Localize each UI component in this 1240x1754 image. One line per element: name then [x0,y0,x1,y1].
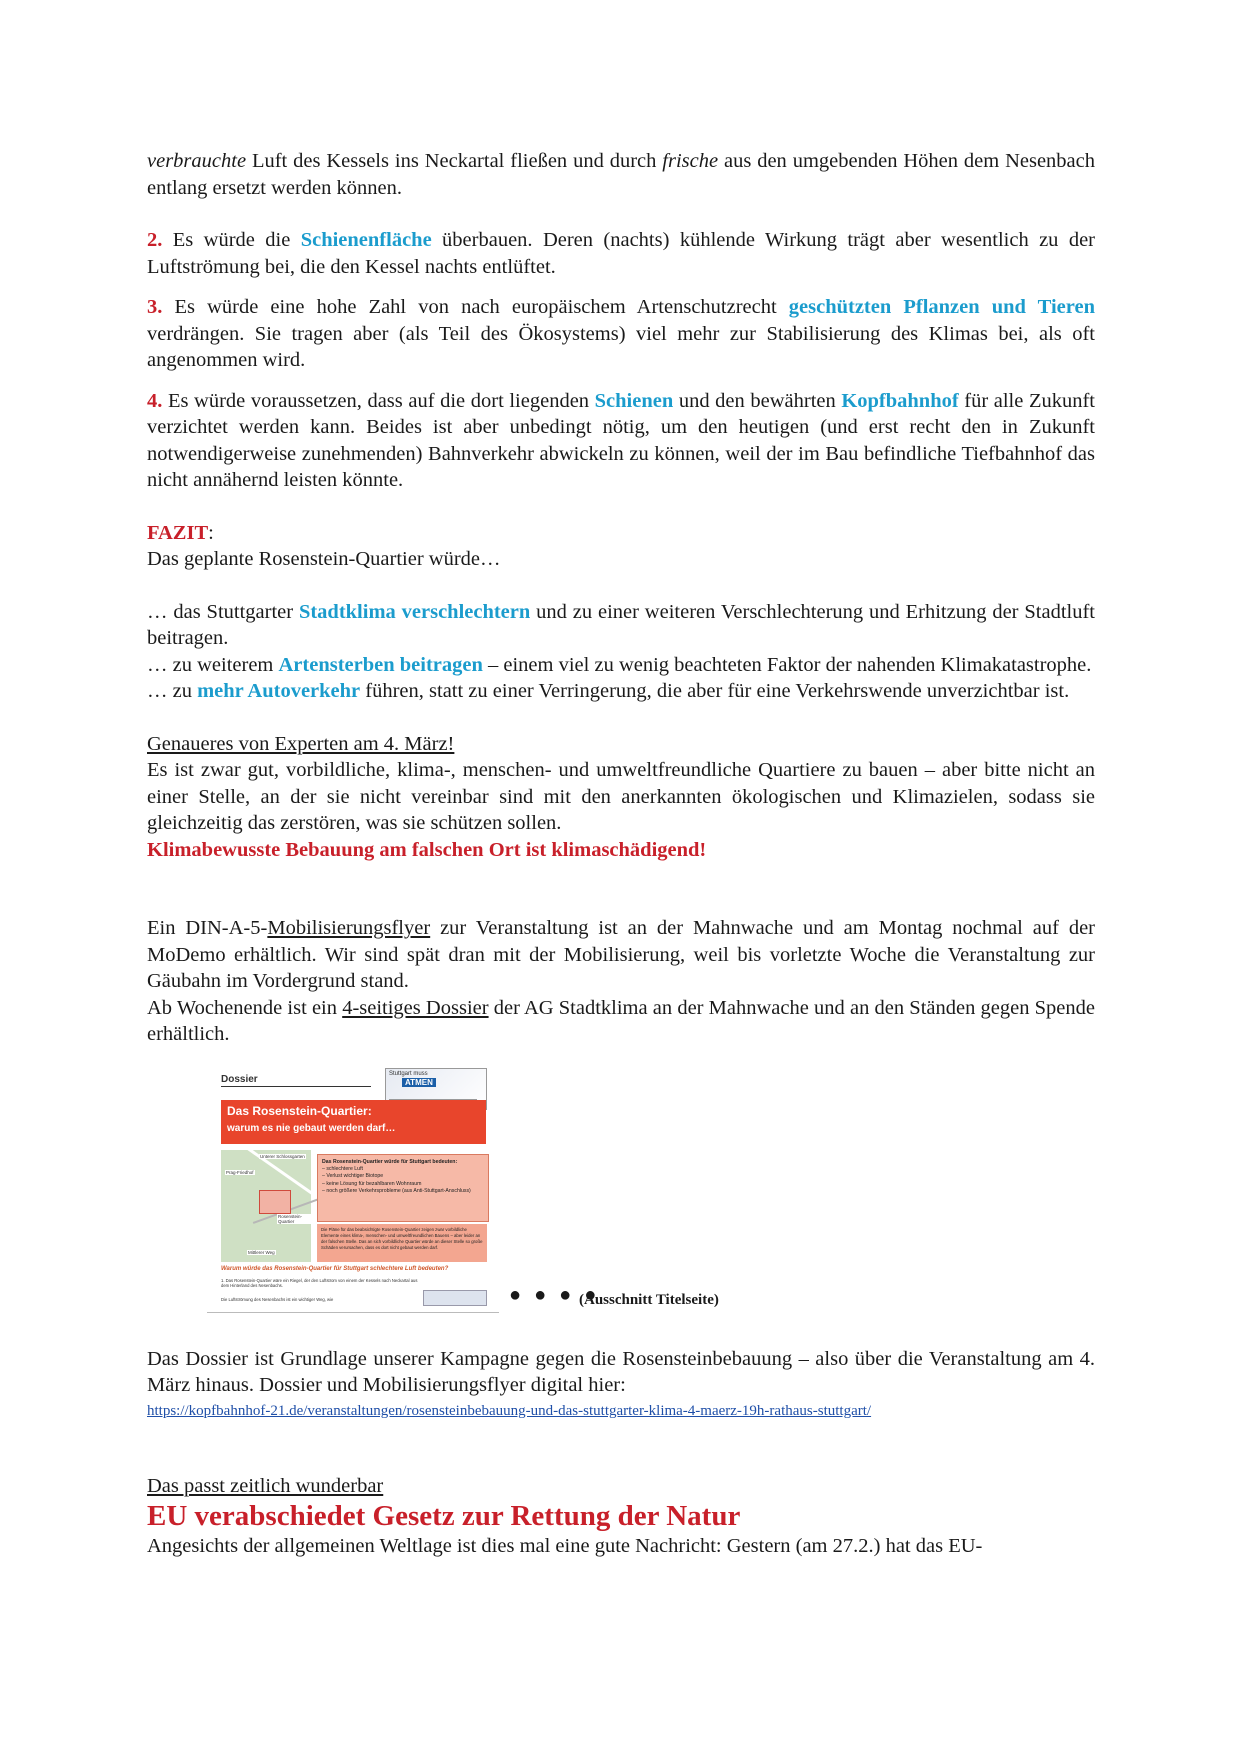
highlight-text: Schienen [594,389,674,412]
body-text: und zu einer weiteren Verschlechterung und Erhitzung der Stadtluft beitragen. [147,600,1095,649]
url-line [147,1399,1095,1421]
flyer-paragraph [147,915,1095,995]
box-item: – Verlust wichtiger Biotope [322,1173,384,1180]
logo-title: Stuttgart muss [389,1070,428,1077]
highlight-text: Stadtklima verschlechtern [298,600,531,623]
box-item: – noch größere Verkehrsprobleme (aus Anti-Stuttgart-Anschluss) [322,1188,471,1195]
body-text: und den bewährten [673,389,842,412]
fazit-heading [147,520,1095,547]
emphasis-text: verbrauchte [147,150,247,172]
body-text: führen, statt zu einer Verringerung, die aber für eine Verkehrswende unverzichtbar ist. [360,680,1070,702]
point-3 [147,294,1095,374]
body-text: Ab Wochenende ist ein [147,996,343,1019]
divider [221,1086,371,1087]
banner-subtitle: warum es nie gebaut werden darf… [227,1122,396,1134]
body-text: Es würde eine hohe Zahl von nach europäischem Artenschutzrecht [162,296,789,318]
fazit-item-3 [147,678,1095,705]
fazit-item-1 [147,599,1095,652]
experts-heading: Genaueres von Experten am 4. März! [147,732,455,755]
highlight-text: geschützten Pflanzen und Tieren [788,296,1095,318]
highlight-text: Kopfbahnhof [841,389,959,412]
news-headline: EU verabschiedet Gesetz zur Rettung der Natur [147,1500,741,1532]
dossier-text: 1. Das Rosenstein-Quartier wäre ein Riegel, der den Luftstrom von einem der Kessels nach Neckartal aus dem Hinterland des Nesenbachs. [221,1277,418,1289]
dossier-question: Warum würde das Rosenstein-Quartier für Stuttgart schlechtere Luft bedeuten? [221,1265,449,1272]
document-page [147,148,1095,1560]
dossier-note-box [317,1224,487,1262]
body-text: Ein DIN-A-5- [147,917,268,939]
experts-claim: Klimabewusste Bebauung am falschen Ort ist klimaschädigend! [147,838,707,861]
body-text: Es würde voraussetzen, dass auf die dort liegenden [162,389,595,412]
news-body: Angesichts der allgemeinen Weltlage ist dies mal eine gute Nachricht: Gestern (am 27.2.) hat das EU- [147,1535,983,1557]
image-caption: (Ausschnitt Titelseite) [579,1291,719,1308]
fazit-lead: Das geplante Rosenstein-Quartier würde… [147,548,501,570]
dossier-thumbnail-box [423,1290,487,1306]
body-text: verdrängen. Sie tragen aber (als Teil des Ökosystems) viel mehr zur Stabilisierung des Klimas bei, als oft angenommen wird. [147,322,1095,371]
highlight-text: mehr Autoverkehr [197,680,361,702]
map-thumbnail [221,1150,311,1262]
highlight-text: Schienenfläche [300,229,432,251]
body-text: – einem viel zu wenig beachteten Faktor der nahenden Klimakatastrophe. [482,653,1092,676]
point-2 [147,227,1095,280]
body-text: … zu weiterem [147,653,279,676]
body-text: aus den umgebenden Höhen dem Nesenbach entlang ersetzt werden können. [147,150,1096,199]
dossier-label: Dossier [221,1073,258,1085]
dossier-url-link[interactable]: https://kopfbahnhof-21.de/veranstaltungen/rosensteinbebauung-und-das-stuttgarter-klima-4-maerz-19h-rathaus-stuttgart/ [147,1402,872,1419]
box-item: – keine Lösung für bezahlbaren Wohnraum [322,1180,422,1187]
body-text: der AG Stadtklima an der Mahnwache und an den Ständen gegen Spende erhältlich. [147,996,1095,1045]
dossier-paragraph: Das Dossier ist Grundlage unserer Kampagne gegen die Rosensteinbebauung – also über die Veranstaltung am 4. März hinaus. Dossier und Mobilisierungsflyer digital hier: [147,1347,1095,1396]
body-text: zur Veranstaltung ist an der Mahnwache und am Montag nochmal auf der MoDemo erhältlich. Wir sind spät dran mit der Mobilisierung, weil bis vorletzte Woche die Veranstaltung zur Gäubahn im Vordergrund stand. [147,917,1095,992]
body-text: … das Stuttgarter [147,600,299,623]
experts-body: Es ist zwar gut, vorbildliche, klima-, menschen- und umweltfreundliche Quartiere zu bauen – aber bitte nicht an einer Stelle, an der sie nicht vereinbar sind mit den anerkannten ökologischen und Klimazielen, sodass sie gleichzeitig das zerstören, was sie schützen sollen. [147,759,1095,834]
map-label: Unterer Schlossgarten [260,1153,305,1159]
body-text: Luft des Kessels ins Neckartal fließen und durch [246,150,663,172]
dossier-banner [221,1100,486,1144]
box-title: Das Rosenstein-Quartier würde für Stuttgart bedeuten: [322,1158,458,1165]
highlight-text: Artensterben beitragen [278,653,483,676]
dossier-summary-box [317,1154,489,1222]
dossier-availability [147,995,1095,1048]
map-quarter-area [259,1190,291,1214]
map-label: Rosenstein-Quartier [277,1214,311,1224]
map-label: Prag-Friedhof [226,1169,254,1175]
banner-title: Das Rosenstein-Quartier: [227,1103,372,1118]
emphasis-text: frische [662,150,719,172]
logo-word: ATMEN [402,1078,436,1087]
ellipsis-dots: ● ● ● ● [509,1283,601,1306]
dossier-link[interactable]: 4-seitiges Dossier [342,996,489,1019]
fazit-colon: : [208,521,214,544]
point-number: 3. [147,296,163,318]
intro-paragraph [147,148,1095,201]
body-text: … zu [147,680,198,702]
body-text: für alle Zukunft verzichtet werden kann. Beides ist aber unbedingt nötig, um den heutigen (und erst recht den in Zukunft notwendigerweise zunehmenden) Bahnverkehr abwickeln zu können, weil der im Bau befindliche Tiefbahnhof das nicht annähernd leisten könnte. [147,389,1095,491]
fazit-label: FAZIT [147,521,209,544]
news-kicker: Das passt zeitlich wunderbar [147,1474,384,1497]
body-text: Es würde die [162,229,301,251]
map-label: Mittlerer Weg [248,1249,275,1255]
dossier-text: Die Luftströmung des Nesenbachs ist ein wichtiger Weg, wie [221,1296,334,1302]
point-number: 2. [147,229,163,251]
point-number: 4. [147,389,163,412]
dossier-figure [147,1064,1095,1312]
dossier-cover-image [207,1064,499,1313]
fazit-item-2 [147,652,1095,679]
body-text: überbauen. Deren (nachts) kühlende Wirkung trägt aber wesentlich zu der Luftströmung bei, die den Kessel nachts entlüftet. [147,229,1095,278]
note-text: Die Pläne für das beabsichtigte Rosenstein-Quartier zeigen zwar vorbildliche Elemente eines klima-, menschen- und umweltfreundlichen Bauens – aber leider an der falschen Stelle. Das an sich vorbildliche Quartier würde an dieser Stelle so große Schäden verursachen, dass es dort nicht gebaut werden darf. [321,1226,483,1250]
flyer-link[interactable]: Mobilisierungsflyer [267,917,431,939]
point-4 [147,388,1095,494]
box-item: – schlechtere Luft [322,1165,363,1172]
